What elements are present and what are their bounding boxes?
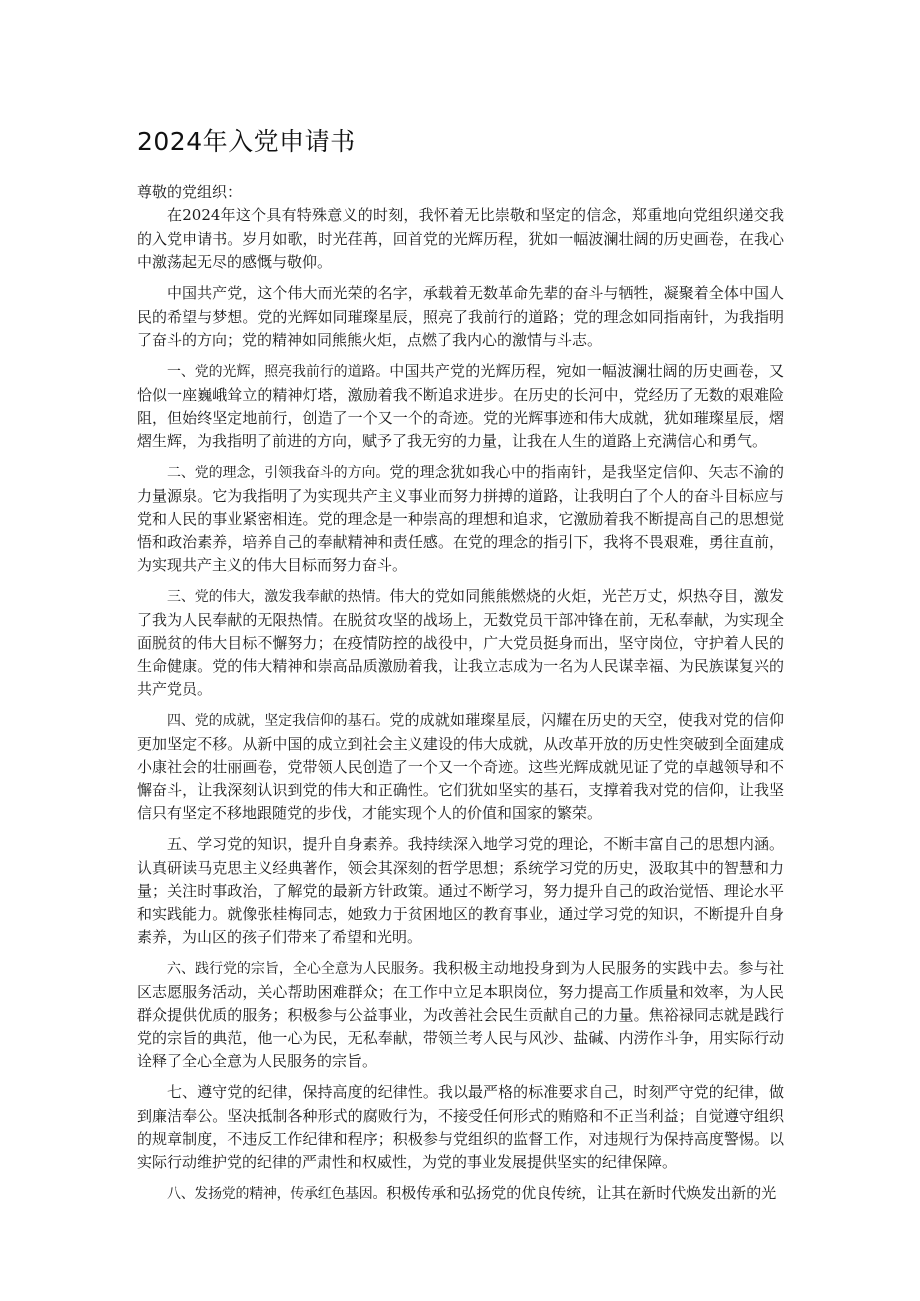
paragraph-text: 中国共产党，这个伟大而光荣的名字，承载着无数革命先辈的奋斗与牺牲，凝聚着全体中国人民的希望与梦想。党的光辉如同璀璨星辰，照亮了我前行的道路；党的理念如同指南针，为我指明了奋斗的方向；党的精神如同熊熊火炬，点燃了我内心的激情与斗志。 bbox=[137, 284, 784, 349]
paragraph bbox=[137, 709, 784, 825]
paragraph-text: 党的成就如璀璨星辰，闪耀在历史的天空，使我对党的信仰更加坚定不移。从新中国的成立到社会主义建设的伟大成就，从改革开放的历史性突破到全面建成小康社会的壮丽画卷，党带领人民创造了一个又一个奇迹。这些光辉成就见证了党的卓越领导和不懈奋斗，让我深刻认识到党的伟大和正确性。它们犹如坚实的基石，支撑着我对党的信仰，让我坚信只有坚定不移地跟随党的步伐，才能实现个人的价值和国家的繁荣。 bbox=[137, 711, 784, 822]
paragraph bbox=[137, 957, 784, 1073]
paragraph-text: 党的理念犹如我心中的指南针，是我坚定信仰、矢志不渝的力量源泉。它为我指明了为实现共产主义事业而努力拼搏的道路，让我明白了个人的奋斗目标应与党和人民的事业紧密相连。党的理念是一种崇高的理想和追求，它激励着我不断提高自己的思想觉悟和政治素养，培养自己的奉献精神和责任感。在党的理念的指引下，我将不畏艰难，勇往直前，为实现共产主义的伟大目标而努力奋斗。 bbox=[137, 463, 784, 574]
paragraph-text: 伟大的党如同熊熊燃烧的火炬，光芒万丈，炽热夺目，激发了我为人民奉献的无限热情。在脱贫攻坚的战场上，无数党员干部冲锋在前，无私奉献，为实现全面脱贫的伟大目标不懈努力；在疫情防控的战役中，广大党员挺身而出，坚守岗位，守护着人民的生命健康。党的伟大精神和崇高品质激励着我，让我立志成为一名为人民谋幸福、为民族谋复兴的共产党员。 bbox=[137, 587, 784, 698]
document-title: 2024年入党申请书 bbox=[137, 127, 356, 156]
paragraph-heading: 四、党的成就，坚定我信仰的基石。 bbox=[167, 713, 390, 729]
paragraph-heading: 二、党的理念，引领我奋斗的方向。 bbox=[167, 465, 390, 481]
paragraph bbox=[137, 282, 784, 352]
paragraph-text: 中国共产党的光辉历程，宛如一幅波澜壮阔的历史画卷，又恰似一座巍峨耸立的精神灯塔，激励着我不断追求进步。在历史的长河中，党经历了无数的艰难险阻，但始终坚定地前行，创造了一个又一个的奇迹。党的光辉事迹和伟大成就，犹如璀璨星辰，熠熠生辉，为我指明了前进的方向，赋予了我无穷的力量，让我在人生的道路上充满信心和勇气。 bbox=[137, 362, 784, 450]
paragraph-text: 七、遵守党的纪律，保持高度的纪律性。我以最严格的标准要求自己，时刻严守党的纪律，做到廉洁奉公。坚决抵制各种形式的腐败行为，不接受任何形式的贿赂和不正当利益；自觉遵守组织的规章制度，不违反工作纪律和程序；积极参与党组织的监督工作，对违规行为保持高度警惕。以实际行动维护党的纪律的严肃性和权威性，为党的事业发展提供坚实的纪律保障。 bbox=[137, 1083, 784, 1171]
paragraph-text: 在2024年这个具有特殊意义的时刻，我怀着无比崇敬和坚定的信念，郑重地向党组织递交我的入党申请书。岁月如歌，时光荏苒，回首党的光辉历程，犹如一幅波澜壮阔的历史画卷，在我心中激荡起无尽的感慨与敬仰。 bbox=[137, 206, 784, 271]
paragraph bbox=[137, 1182, 784, 1206]
paragraph bbox=[137, 833, 784, 949]
paragraph bbox=[137, 1081, 784, 1174]
paragraph bbox=[137, 461, 784, 577]
paragraph-text: 五、学习党的知识，提升自身素养。我持续深入地学习党的理论，不断丰富自己的思想内涵。认真研读马克思主义经典著作，领会其深刻的哲学思想；系统学习党的历史，汲取其中的智慧和力量；关注时事政治，了解党的最新方针政策。通过不断学习，努力提升自己的政治觉悟、理论水平和实践能力。就像张桂梅同志，她致力于贫困地区的教育事业，通过学习党的知识，不断提升自身素养，为山区的孩子们带来了希望和光明。 bbox=[137, 835, 784, 946]
paragraph-heading: 三、党的伟大，激发我奉献的热情。 bbox=[167, 589, 390, 605]
paragraph bbox=[137, 204, 784, 274]
salutation: 尊敬的党组织： bbox=[137, 183, 243, 201]
paragraph-text: 我积极主动地投身到为人民服务的实践中去。参与社区志愿服务活动，关心帮助困难群众；在工作中立足本职岗位，努力提高工作质量和效率，为人民群众提供优质的服务；积极参与公益事业，为改善社会民生贡献自己的力量。焦裕禄同志就是践行党的宗旨的典范，他一心为民，无私奉献，带领兰考人民与风沙、盐碱、内涝作斗争，用实际行动诠释了全心全意为人民服务的宗旨。 bbox=[137, 959, 784, 1070]
paragraph-text: 积极传承和弘扬党的优良传统，让其在新时代焕发出新的光 bbox=[386, 1184, 777, 1202]
paragraph bbox=[137, 585, 784, 701]
paragraph bbox=[137, 360, 784, 453]
paragraph-heading: 六、践行党的宗旨，全心全意为人民服务。 bbox=[167, 961, 433, 977]
paragraph-heading: 一、党的光辉，照亮我前行的道路。 bbox=[167, 364, 390, 380]
letter-body bbox=[137, 181, 784, 1214]
paragraph-heading: 八、发扬党的精神，传承红色基因。 bbox=[167, 1186, 387, 1202]
